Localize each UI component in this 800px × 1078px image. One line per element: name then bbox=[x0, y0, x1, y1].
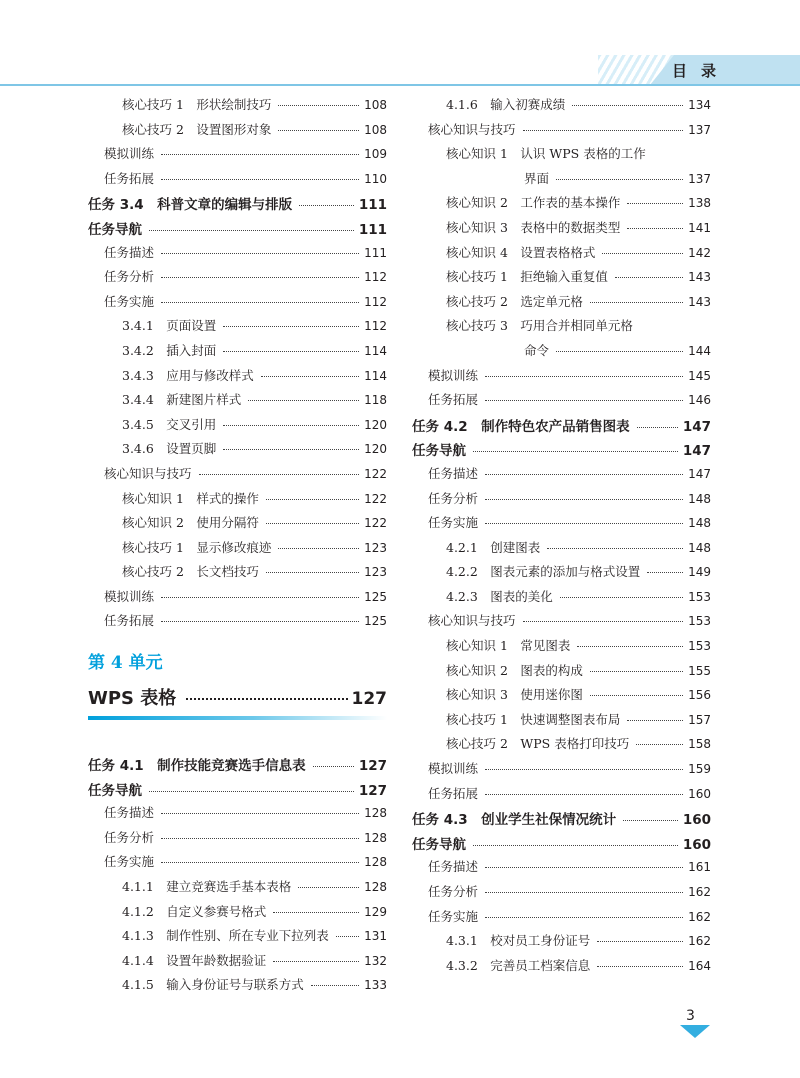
toc-entry[interactable] bbox=[412, 95, 711, 120]
toc-entry[interactable] bbox=[412, 587, 711, 612]
toc-entry-page: 128 bbox=[364, 855, 387, 870]
toc-entry-page: 132 bbox=[364, 953, 387, 968]
toc-entry-page: 134 bbox=[688, 98, 711, 112]
toc-entry-label: 任务描述 bbox=[428, 465, 479, 481]
dot-leader bbox=[615, 277, 683, 278]
dot-leader bbox=[161, 621, 359, 622]
toc-entry-page: 153 bbox=[688, 589, 711, 604]
toc-entry[interactable] bbox=[88, 951, 387, 976]
dot-leader bbox=[223, 449, 359, 450]
dot-leader bbox=[223, 351, 359, 352]
toc-entry-label: 核心知识 1 认识 WPS 表格的工作 bbox=[446, 146, 646, 162]
dot-leader bbox=[556, 351, 683, 352]
dot-leader bbox=[248, 400, 359, 401]
toc-entry-page: 153 bbox=[688, 639, 711, 654]
dot-leader bbox=[149, 791, 354, 792]
dot-leader bbox=[261, 376, 359, 377]
toc-entry[interactable] bbox=[88, 828, 387, 853]
toc-entry[interactable] bbox=[88, 587, 387, 612]
dot-leader bbox=[313, 766, 354, 767]
toc-entry-page: 109 bbox=[364, 147, 387, 162]
toc-entry-label: 核心技巧 1 显示修改痕迹 bbox=[122, 539, 272, 555]
dot-leader bbox=[223, 425, 359, 426]
toc-entry-label: 3.4.6 设置页脚 bbox=[122, 441, 217, 457]
toc-entry-label: 4.1.4 设置年龄数据验证 bbox=[122, 952, 267, 968]
dot-leader bbox=[590, 695, 683, 696]
toc-entry-label: 任务 4.1 制作技能竞赛选手信息表 bbox=[88, 758, 306, 775]
toc-entry-page: 128 bbox=[364, 806, 387, 821]
dot-leader bbox=[266, 572, 359, 573]
dot-leader bbox=[299, 205, 354, 206]
toc-entry-page: 162 bbox=[688, 885, 711, 899]
toc-entry-label: 任务实施 bbox=[428, 515, 479, 531]
toc-column-left bbox=[88, 95, 387, 1000]
toc-entry-label: 核心技巧 2 长文档技巧 bbox=[122, 564, 259, 580]
toc-entry[interactable] bbox=[412, 685, 711, 710]
dot-leader bbox=[485, 400, 683, 401]
dot-leader bbox=[473, 845, 678, 846]
toc-entry-page: 125 bbox=[364, 589, 387, 604]
toc-entry-page: 112 bbox=[364, 319, 387, 334]
toc-entry[interactable] bbox=[412, 489, 711, 514]
toc-entry-page: 148 bbox=[688, 491, 711, 506]
toc-entry-label: 核心知识与技巧 bbox=[428, 121, 516, 137]
page-number: 3 bbox=[686, 1008, 695, 1024]
dot-leader bbox=[473, 451, 678, 452]
toc-entry-page: 143 bbox=[688, 270, 711, 285]
toc-entry-page: 155 bbox=[688, 663, 711, 678]
toc-entry-page: 142 bbox=[688, 245, 711, 260]
dot-leader bbox=[186, 698, 347, 700]
toc-entry-label: 任务实施 bbox=[104, 293, 155, 309]
toc-entry-page: 127 bbox=[358, 782, 387, 799]
dot-leader bbox=[485, 917, 683, 918]
toc-entry[interactable] bbox=[412, 193, 711, 218]
toc-entry-label: 任务分析 bbox=[104, 829, 155, 845]
dot-leader bbox=[627, 228, 683, 229]
toc-entry[interactable] bbox=[412, 464, 711, 489]
dot-leader bbox=[637, 427, 678, 428]
toc-entry-label: 任务拓展 bbox=[104, 170, 155, 186]
toc-entry-page: 145 bbox=[688, 368, 711, 383]
toc-entry-label: 核心知识与技巧 bbox=[104, 465, 192, 481]
toc-entry-label: 任务 4.2 制作特色农产品销售图表 bbox=[412, 418, 630, 435]
toc-entry-label: 核心知识 1 样式的操作 bbox=[122, 490, 259, 506]
toc-entry-label: 任务导航 bbox=[88, 782, 142, 799]
toc-entry-label: 4.2.2 图表元素的添加与格式设置 bbox=[446, 564, 641, 580]
toc-entry-label: 任务导航 bbox=[412, 836, 466, 853]
toc-entry-page: 111 bbox=[358, 197, 387, 214]
toc-entry-page: 120 bbox=[364, 417, 387, 432]
dot-leader bbox=[161, 154, 359, 155]
toc-entry-page: 122 bbox=[364, 516, 387, 531]
toc-entry-label: 任务描述 bbox=[104, 244, 155, 260]
dot-leader bbox=[485, 769, 683, 770]
toc-entry-page: 111 bbox=[358, 221, 387, 238]
toc-entry[interactable] bbox=[412, 243, 711, 268]
toc-entry-page: 156 bbox=[688, 688, 711, 703]
toc-entry[interactable] bbox=[88, 975, 387, 1000]
toc-entry-label: 任务分析 bbox=[104, 269, 155, 285]
toc-entry-page: 160 bbox=[688, 786, 711, 801]
toc-entry-label: 任务 3.4 科普文章的编辑与排版 bbox=[88, 197, 293, 214]
toc-entry[interactable] bbox=[88, 267, 387, 292]
toc-entry[interactable] bbox=[412, 292, 711, 317]
toc-entry-label: 核心知识 4 设置表格格式 bbox=[446, 244, 596, 260]
toc-entry[interactable] bbox=[412, 710, 711, 735]
toc-entry-page: 164 bbox=[688, 958, 711, 973]
unit-underline-bar bbox=[88, 716, 387, 720]
toc-entry-label: 3.4.3 应用与修改样式 bbox=[122, 367, 254, 383]
toc-entry[interactable] bbox=[88, 366, 387, 391]
toc-entry[interactable] bbox=[412, 538, 711, 563]
toc-entry[interactable] bbox=[88, 538, 387, 563]
toc-entry-label: 核心知识 3 使用迷你图 bbox=[446, 687, 583, 703]
toc-entry-label: 任务导航 bbox=[88, 221, 142, 238]
toc-entry-page: 122 bbox=[364, 491, 387, 506]
toc-entry-label: 任务分析 bbox=[428, 490, 479, 506]
dot-leader bbox=[590, 302, 683, 303]
dot-leader bbox=[647, 572, 683, 573]
dot-leader bbox=[485, 376, 683, 377]
toc-entry-label: 核心知识 3 表格中的数据类型 bbox=[446, 219, 621, 235]
toc-entry[interactable] bbox=[412, 636, 711, 661]
toc-entry[interactable] bbox=[412, 882, 711, 907]
toc-entry[interactable] bbox=[88, 439, 387, 464]
toc-entry[interactable] bbox=[88, 341, 387, 366]
dot-leader bbox=[278, 548, 359, 549]
toc-entry-page: 122 bbox=[364, 466, 387, 481]
toc-entry[interactable] bbox=[88, 243, 387, 268]
toc-entry-label: 3.4.2 插入封面 bbox=[122, 342, 217, 358]
dot-leader bbox=[161, 253, 359, 254]
dot-leader bbox=[266, 499, 359, 500]
toc-entry-page: 146 bbox=[688, 393, 711, 408]
toc-entry-label: 核心知识 2 工作表的基本操作 bbox=[446, 195, 621, 211]
toc-entry[interactable] bbox=[88, 390, 387, 415]
toc-entry-label: 4.1.5 输入身份证号与联系方式 bbox=[122, 977, 304, 993]
dot-leader bbox=[161, 277, 359, 278]
toc-entry[interactable] bbox=[88, 877, 387, 902]
dot-leader bbox=[636, 744, 683, 745]
toc-entry-label: 模拟训练 bbox=[104, 146, 155, 162]
toc-entry-label: 核心技巧 2 WPS 表格打印技巧 bbox=[446, 736, 630, 752]
toc-entry[interactable] bbox=[412, 759, 711, 784]
toc-entry-label: 模拟训练 bbox=[104, 588, 155, 604]
toc-entry-page: 129 bbox=[364, 904, 387, 919]
toc-entry-label: 4.3.2 完善员工档案信息 bbox=[446, 957, 591, 973]
toc-entry-label: 任务实施 bbox=[428, 908, 479, 924]
toc-entry[interactable] bbox=[412, 833, 711, 858]
toc-entry[interactable] bbox=[88, 489, 387, 514]
toc-entry-label: 核心技巧 2 设置图形对象 bbox=[122, 121, 272, 137]
toc-entry-label: 界面 bbox=[524, 170, 550, 186]
toc-entry-page: 148 bbox=[688, 516, 711, 531]
toc-entry[interactable] bbox=[88, 852, 387, 877]
dot-leader bbox=[485, 794, 683, 795]
dot-leader bbox=[485, 499, 683, 500]
toc-entry-page: 137 bbox=[688, 122, 711, 137]
toc-entry[interactable] bbox=[88, 779, 387, 804]
toc-entry-label: 3.4.4 新建图片样式 bbox=[122, 392, 242, 408]
toc-entry-label: 核心知识 2 图表的构成 bbox=[446, 662, 583, 678]
page-header bbox=[0, 0, 800, 95]
toc-entry[interactable] bbox=[88, 415, 387, 440]
dot-leader bbox=[597, 941, 683, 942]
toc-entry-label: 4.2.1 创建图表 bbox=[446, 539, 541, 555]
page-number-triangle-icon bbox=[680, 1025, 710, 1038]
toc-entry[interactable] bbox=[88, 169, 387, 194]
dot-leader bbox=[627, 203, 683, 204]
toc-entry-label: 4.2.3 图表的美化 bbox=[446, 588, 553, 604]
toc-entry-label: 3.4.1 页面设置 bbox=[122, 318, 217, 334]
unit-title-row[interactable] bbox=[88, 684, 387, 710]
toc-entry[interactable] bbox=[88, 95, 387, 120]
dot-leader bbox=[161, 179, 359, 180]
toc-entry[interactable] bbox=[412, 956, 711, 981]
toc-entry-label: 任务 4.3 创业学生社保情况统计 bbox=[412, 812, 617, 829]
toc-entry[interactable] bbox=[412, 907, 711, 932]
toc-entry[interactable] bbox=[88, 754, 387, 779]
dot-leader bbox=[485, 474, 683, 475]
toc-entry-label: 任务拓展 bbox=[428, 785, 479, 801]
dot-leader bbox=[556, 179, 683, 180]
toc-entry[interactable] bbox=[88, 513, 387, 538]
toc-entry[interactable] bbox=[88, 611, 387, 636]
toc-entry-label: 任务描述 bbox=[104, 805, 155, 821]
toc-entry-page: 147 bbox=[682, 418, 711, 435]
dot-leader bbox=[161, 302, 359, 303]
toc-entry-label: 核心技巧 1 形状绘制技巧 bbox=[122, 97, 272, 112]
toc-entry-page: 144 bbox=[688, 343, 711, 358]
toc-entry[interactable] bbox=[88, 120, 387, 145]
unit-title: WPS 表格 bbox=[88, 688, 177, 710]
toc-entry-page: 108 bbox=[364, 122, 387, 137]
dot-leader bbox=[523, 130, 684, 131]
toc-entry-page: 118 bbox=[364, 393, 387, 408]
toc-entry[interactable] bbox=[412, 661, 711, 686]
dot-leader bbox=[161, 597, 359, 598]
dot-leader bbox=[597, 966, 683, 967]
dot-leader bbox=[485, 867, 683, 868]
dot-leader bbox=[560, 597, 683, 598]
toc-entry-label: 4.1.2 自定义参赛号格式 bbox=[122, 903, 267, 919]
toc-entry-page: 112 bbox=[364, 294, 387, 309]
toc-entry[interactable] bbox=[412, 341, 711, 366]
toc-entry[interactable] bbox=[412, 366, 711, 391]
toc-entry-page: 162 bbox=[688, 909, 711, 924]
dot-leader bbox=[149, 230, 354, 231]
toc-entry-label: 模拟训练 bbox=[428, 761, 479, 777]
toc-entry-page: 112 bbox=[364, 270, 387, 285]
toc-entry-page: 128 bbox=[364, 880, 387, 895]
toc-entry-page: 123 bbox=[364, 565, 387, 580]
toc-list-left-upper bbox=[88, 95, 387, 636]
toc-entry[interactable] bbox=[412, 144, 711, 169]
toc-entry[interactable] bbox=[412, 931, 711, 956]
toc-entry[interactable] bbox=[88, 562, 387, 587]
toc-entry-label: 核心知识 2 使用分隔符 bbox=[122, 515, 259, 531]
dot-leader bbox=[161, 862, 359, 863]
toc-entry-page: 148 bbox=[688, 540, 711, 555]
dot-leader bbox=[273, 961, 359, 962]
dot-leader bbox=[161, 813, 359, 814]
toc-entry-label: 命令 bbox=[524, 342, 550, 358]
dot-leader bbox=[298, 887, 359, 888]
dot-leader bbox=[523, 621, 684, 622]
toc-entry-label: 4.1.6 输入初赛成绩 bbox=[446, 97, 566, 112]
toc-entry-page: 120 bbox=[364, 442, 387, 457]
header-title: 目录 bbox=[672, 62, 731, 80]
toc-entry[interactable] bbox=[412, 415, 711, 440]
toc-entry-page: 131 bbox=[364, 929, 387, 944]
toc-entry-page: 161 bbox=[688, 860, 711, 875]
toc-entry-page: 149 bbox=[688, 565, 711, 580]
toc-entry-label: 核心技巧 3 巧用合并相同单元格 bbox=[446, 318, 633, 334]
toc-entry-label: 4.1.3 制作性别、所在专业下拉列表 bbox=[122, 928, 329, 944]
dot-leader bbox=[161, 838, 359, 839]
toc-entry-page: 133 bbox=[364, 978, 387, 993]
toc-entry[interactable] bbox=[88, 464, 387, 489]
toc-entry-page: 143 bbox=[688, 294, 711, 309]
toc-entry-label: 核心技巧 1 快速调整图表布局 bbox=[446, 711, 621, 727]
toc-entry[interactable] bbox=[88, 193, 387, 218]
dot-leader bbox=[547, 548, 683, 549]
toc-entry[interactable] bbox=[412, 316, 711, 341]
toc-entry[interactable] bbox=[88, 902, 387, 927]
toc-entry[interactable] bbox=[412, 390, 711, 415]
dot-leader bbox=[572, 105, 683, 106]
toc-entry-page: 127 bbox=[358, 758, 387, 775]
toc-entry[interactable] bbox=[412, 734, 711, 759]
toc-entry-page: 114 bbox=[364, 368, 387, 383]
toc-entry-page: 111 bbox=[364, 245, 387, 260]
dot-leader bbox=[336, 936, 359, 937]
toc-entry-page: 108 bbox=[364, 98, 387, 112]
toc-entry-page: 160 bbox=[682, 836, 711, 853]
toc-entry[interactable] bbox=[412, 218, 711, 243]
toc-entry-label: 任务实施 bbox=[104, 854, 155, 870]
toc-entry-page: 147 bbox=[688, 466, 711, 481]
dot-leader bbox=[627, 720, 683, 721]
toc-entry[interactable] bbox=[412, 120, 711, 145]
toc-entry-label: 核心技巧 2 选定单元格 bbox=[446, 293, 583, 309]
toc-entry-label: 任务描述 bbox=[428, 859, 479, 875]
toc-entry-page: 157 bbox=[688, 712, 711, 727]
toc-entry-label: 核心技巧 1 拒绝输入重复值 bbox=[446, 269, 608, 285]
dot-leader bbox=[602, 253, 683, 254]
toc-entry[interactable] bbox=[412, 439, 711, 464]
toc-entry-page: 123 bbox=[364, 540, 387, 555]
dot-leader bbox=[577, 646, 683, 647]
unit-label: 第 4 单元 bbox=[88, 653, 163, 674]
toc-entry-page: 153 bbox=[688, 614, 711, 629]
toc-entry-page: 114 bbox=[364, 343, 387, 358]
toc-entry[interactable] bbox=[412, 267, 711, 292]
dot-leader bbox=[311, 985, 359, 986]
dot-leader bbox=[623, 820, 678, 821]
dot-leader bbox=[199, 474, 360, 475]
dot-leader bbox=[278, 130, 359, 131]
toc-entry-page: 160 bbox=[682, 812, 711, 829]
toc-entry[interactable] bbox=[88, 316, 387, 341]
dot-leader bbox=[266, 523, 359, 524]
toc-entry-page: 137 bbox=[688, 171, 711, 186]
dot-leader bbox=[223, 326, 359, 327]
toc-entry-page: 158 bbox=[688, 737, 711, 752]
toc-entry-label: 4.1.1 建立竞赛选手基本表格 bbox=[122, 879, 292, 895]
dot-leader bbox=[278, 105, 359, 106]
toc-entry-page: 159 bbox=[688, 762, 711, 777]
toc-entry[interactable] bbox=[412, 562, 711, 587]
toc-entry[interactable] bbox=[412, 169, 711, 194]
toc-entry-label: 任务导航 bbox=[412, 443, 466, 460]
toc-entry-page: 125 bbox=[364, 614, 387, 629]
toc-entry-page: 110 bbox=[364, 171, 387, 186]
dot-leader bbox=[485, 892, 683, 893]
toc-entry[interactable] bbox=[88, 144, 387, 169]
toc-entry-page: 147 bbox=[682, 443, 711, 460]
toc-entry[interactable] bbox=[88, 292, 387, 317]
toc-entry-page: 141 bbox=[688, 220, 711, 235]
toc-entry-label: 模拟训练 bbox=[428, 367, 479, 383]
toc-entry[interactable] bbox=[88, 218, 387, 243]
header-rule bbox=[0, 84, 800, 86]
toc-entry-label: 任务拓展 bbox=[104, 613, 155, 629]
toc-entry-page: 162 bbox=[688, 934, 711, 949]
toc-entry-label: 任务拓展 bbox=[428, 392, 479, 408]
toc-entry[interactable] bbox=[412, 784, 711, 809]
toc-list-left-lower bbox=[88, 754, 387, 1000]
toc-entry[interactable] bbox=[412, 857, 711, 882]
toc-entry[interactable] bbox=[412, 611, 711, 636]
dot-leader bbox=[485, 523, 683, 524]
toc-entry-label: 核心知识与技巧 bbox=[428, 613, 516, 629]
toc-entry[interactable] bbox=[88, 803, 387, 828]
dot-leader bbox=[590, 671, 683, 672]
toc-entry[interactable] bbox=[412, 808, 711, 833]
toc-entry-page: 128 bbox=[364, 830, 387, 845]
dot-leader bbox=[273, 912, 359, 913]
toc-entry[interactable] bbox=[412, 513, 711, 538]
unit-heading bbox=[88, 636, 387, 754]
toc-entry-label: 4.3.1 校对员工身份证号 bbox=[446, 933, 591, 949]
toc-entry-label: 核心知识 1 常见图表 bbox=[446, 638, 571, 654]
toc-entry-label: 任务分析 bbox=[428, 884, 479, 899]
toc-list-right bbox=[412, 95, 711, 980]
toc-entry-page: 138 bbox=[688, 196, 711, 211]
toc-column-right bbox=[412, 95, 711, 980]
unit-page-number: 127 bbox=[351, 689, 387, 710]
toc-entry[interactable] bbox=[88, 926, 387, 951]
toc-entry-label: 3.4.5 交叉引用 bbox=[122, 416, 217, 432]
